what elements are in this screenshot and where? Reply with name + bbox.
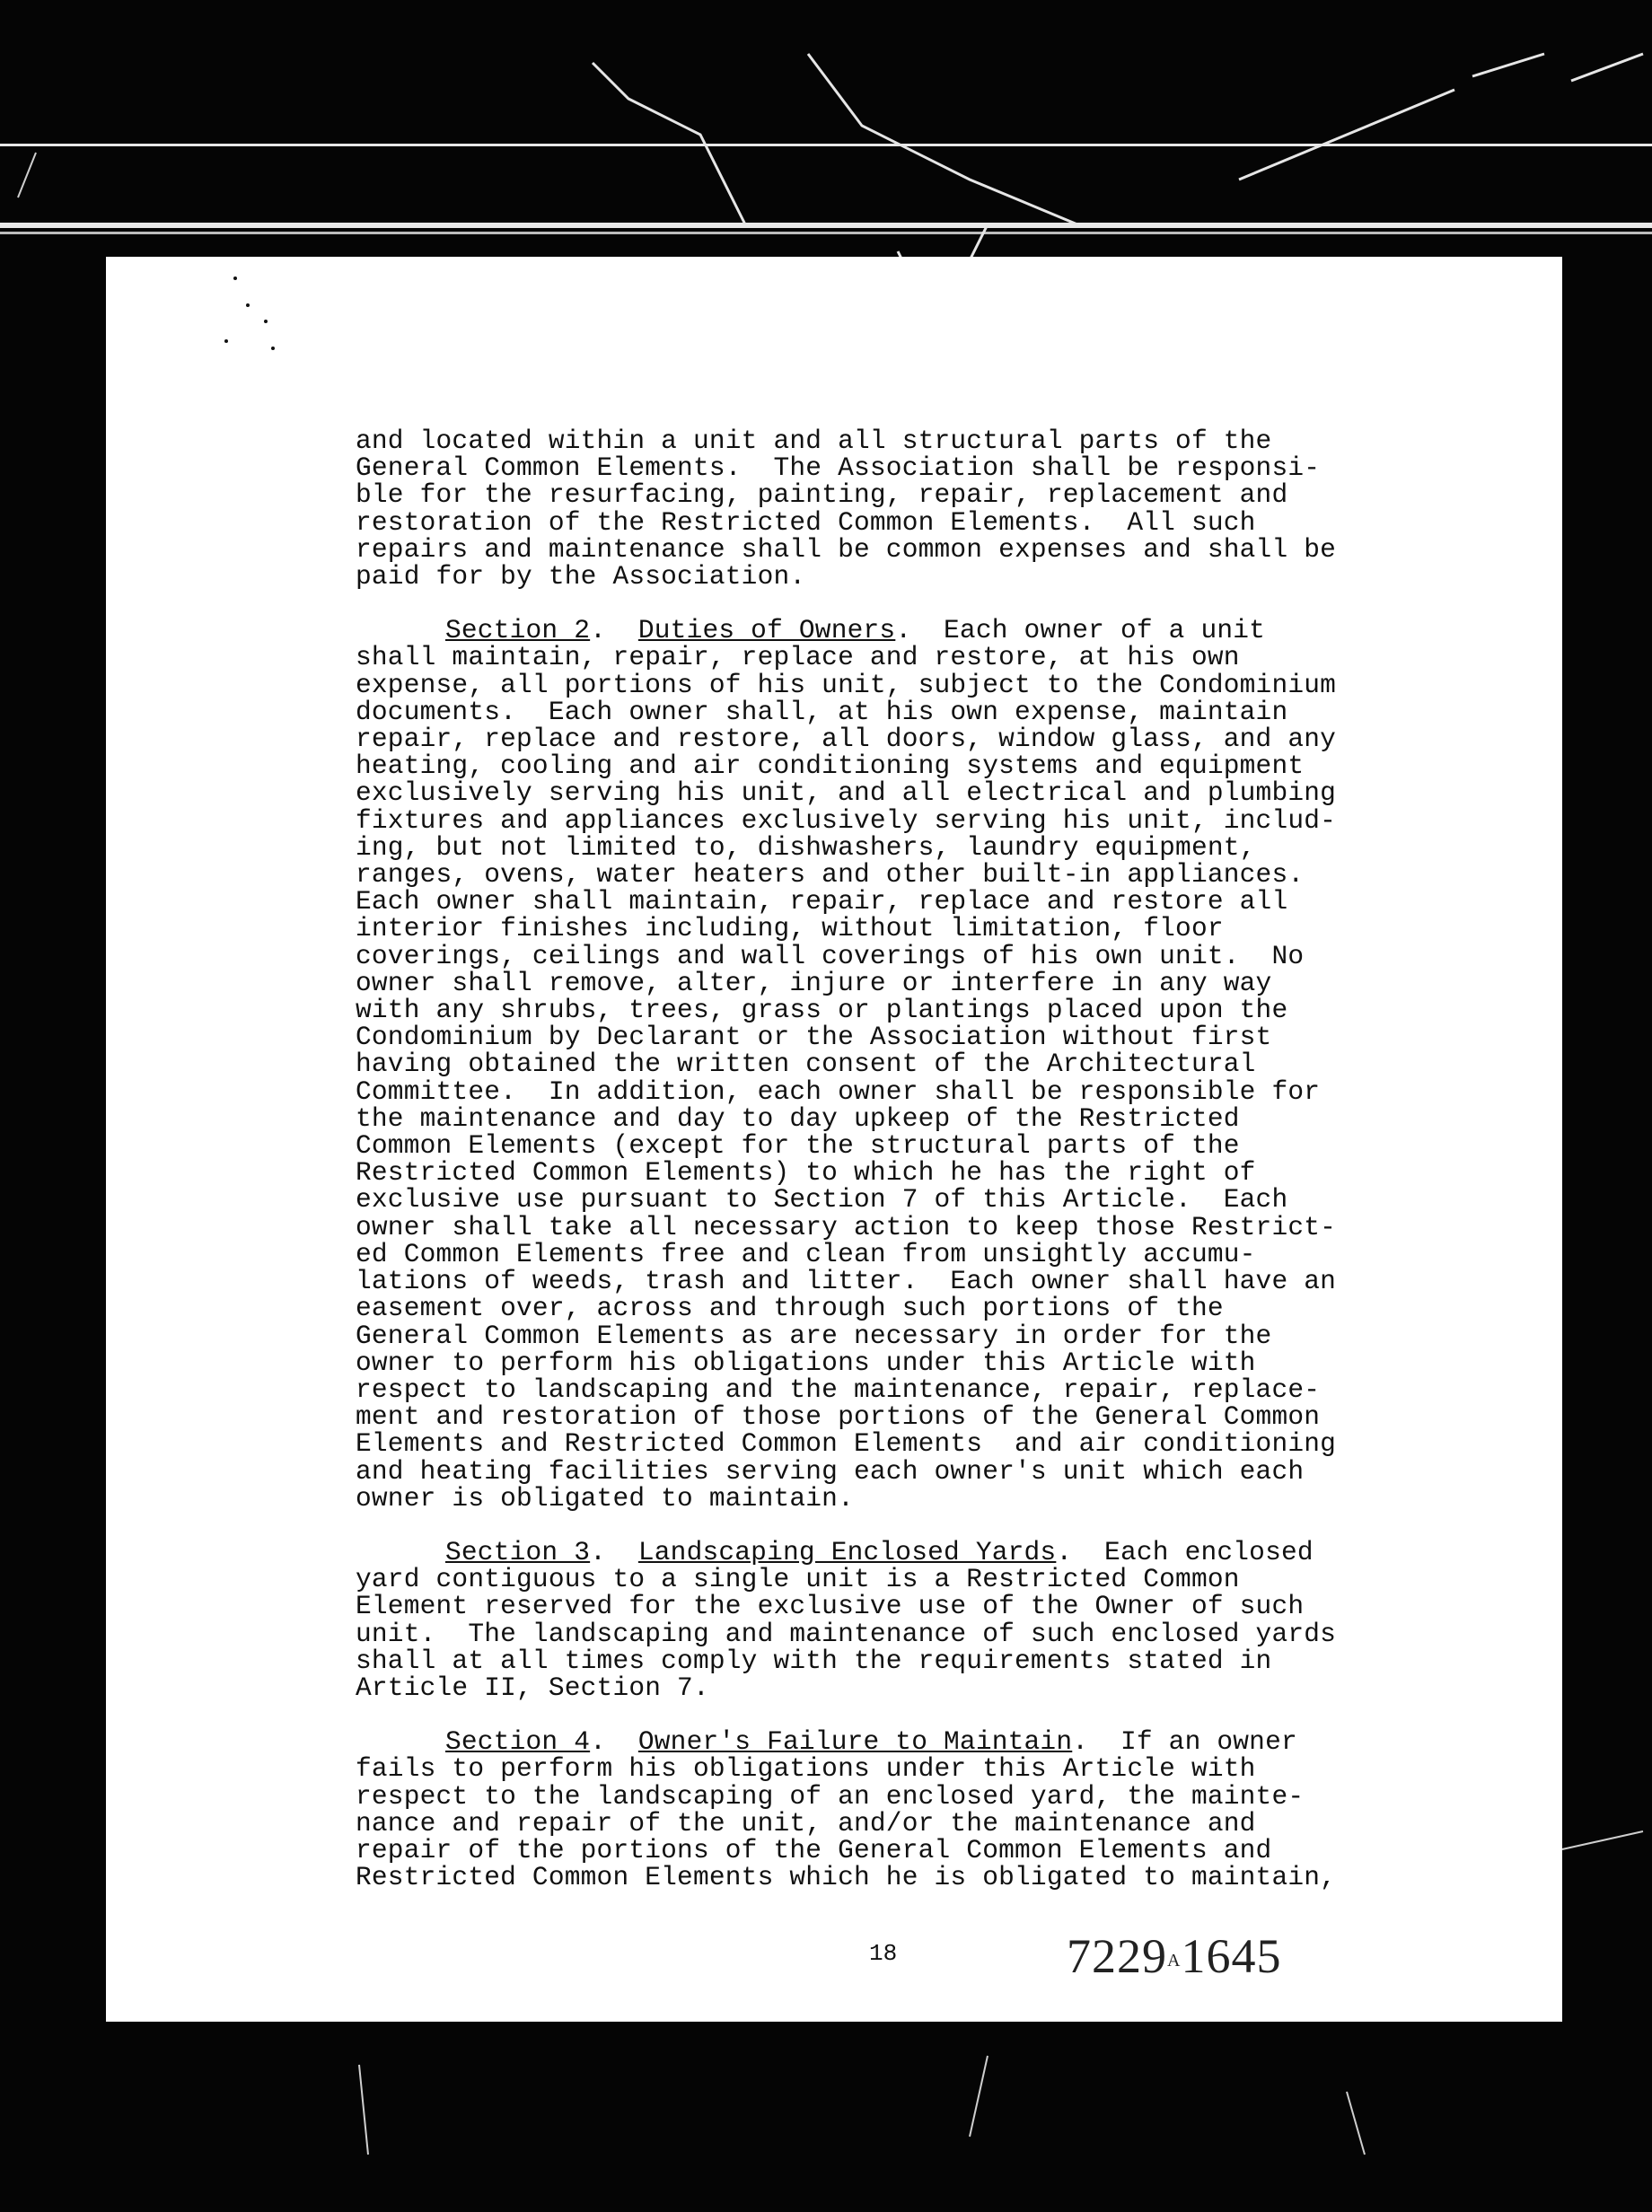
scan-speck [264,320,268,323]
stamp-book-number: 7229 [1067,1929,1167,1983]
stamp-page-number: 1645 [1181,1929,1282,1983]
page-number: 18 [869,1940,898,1967]
section-2-title: Duties of Owners [637,615,896,646]
section-3-label: Section 3 [445,1536,591,1567]
scan-speck [246,303,250,307]
section-2-label: Section 2 [445,615,591,646]
document-body [356,427,1523,1918]
section-3-paragraph: Section 3. Landscaping Enclosed Yards. Each enclosed yard contiguous to a single unit is a Restricted Common Element reserved for the exclusive use of the Owner of such unit. The landscaping and maintenance of such enclosed yards shall at all times comply with the requirements stated in Article II, Section 7. [356,1536,1337,1703]
section-2-paragraph: Section 2. Duties of Owners. Each owner of a unit shall maintain, repair, replace and restore, at his own expense, all portions of his unit, subject to the Condominium documents. Each owner shall, at his own expense, maintain repair, replace and restore, all doors, window glass, and any heating, cooling and air conditioning systems and equipment exclusively serving his unit, and all electrical and plumbing fixtures and appliances exclusively serving his unit, includ- ing, but not limited to, dishwashers, laundry equipment, ranges, ovens, water heaters and other built-in appliances. Each owner shall maintain, repair, replace and restore all interior finishes including, without limitation, floor coverings, ceilings and wall coverings of his own unit. No owner shall remove, alter, injure or interfere in any way with any shrubs, trees, grass or plantings placed upon the Condominium by Declarant or the Association without first having obtained the written consent of the Architectural Committee. In addition, each owner shall be responsible for the maintenance and day to day upkeep of the Restricted Common Elements (except for the structural parts of the Restricted Common Elements) to which he has the right of exclusive use pursuant to Section 7 of this Article. Each owner shall take all necessary action to keep those Restrict- ed Common Elements free and clean from unsightly accumu- lations of weeds, trash and litter. Each owner shall have an easement over, across and through such portions of the General Common Elements as are necessary in order for the owner to perform his obligations under this Article with respect to landscaping and the maintenance, repair, replace- ment and restoration of those portions of the General Common Elements and Restricted Common Elements and air conditioning and heating facilities serving each owner's unit which each owner is obligated to maintain. [356,615,1337,1514]
section-2-body: Each owner of a unit shall maintain, repair, replace and restore, at his own expense, all portions of his unit, subject to the Condominium documents. Each owner shall, at his own expense, maintain repair, replace and restore, all doors, window glass, and any heating, cooling and air conditioning systems and equipment exclusively serving his unit, and all electrical and plumbing fixtures and appliances exclusively serving his unit, includ- ing, but not limited to, dishwashers, laundry equipment, ranges, ovens, water heaters and other built-in appliances. Each owner shall maintain, repair, replace and restore all interior finishes including, without limitation, floor coverings, ceilings and wall coverings of his own unit. No owner shall remove, alter, injure or interfere in any way with any shrubs, trees, grass or plantings placed upon the Condominium by Declarant or the Association without first having obtained the written consent of the Architectural Committee. In addition, each owner shall be responsible for the maintenance and day to day upkeep of the Restricted Common Elements (except for the structural parts of the Restricted Common Elements) to which he has the right of exclusive use pursuant to Section 7 of this Article. Each owner shall take all necessary action to keep those Restrict- ed Common Elements free and clean from unsightly accumu- lations of weeds, trash and litter. Each owner shall have an easement over, across and through such portions of the General Common Elements as are necessary in order for the owner to perform his obligations under this Article with respect to landscaping and the maintenance, repair, replace- ment and restoration of those portions of the General Common Elements and Restricted Common Elements and air conditioning and heating facilities serving each owner's unit which each owner is obligated to maintain. [356,615,1337,1514]
section-4-body: If an owner fails to perform his obligations under this Article with respect to the landscaping of an enclosed yard, the mainte- nance and repair of the unit, and/or the maintenance and repair of the portions of the General Common Elements and Restricted Common Elements which he is obligated to maintain, [356,1726,1337,1893]
scan-speck [233,276,237,280]
document-page [106,257,1562,2022]
section-4-paragraph: Section 4. Owner's Failure to Maintain. If an owner fails to perform his obligations under this Article with respect to the landscaping of an enclosed yard, the mainte- nance and repair of the unit, and/or the maintenance and repair of the portions of the General Common Elements and Restricted Common Elements which he is obligated to maintain, [356,1726,1337,1893]
section-4-label: Section 4 [445,1726,591,1758]
section-3-title: Landscaping Enclosed Yards [637,1536,1057,1567]
stamp-separator: A [1167,1951,1182,1971]
section-3-body: Each enclosed yard contiguous to a single unit is a Restricted Common Element reserved for the exclusive use of the Owner of such unit. The landscaping and maintenance of such enclosed yards shall at all times comply with the requirements stated in Article II, Section 7. [356,1536,1337,1703]
recording-stamp [1067,1928,1281,1984]
paragraph-continuation: and located within a unit and all structural parts of the General Common Elements. The Association shall be responsi- ble for the resurfacing, painting, repair, replacement and restoration of the Restricted Common Elements. All such repairs and maintenance shall be common expenses and shall be paid for by the Association. [356,426,1337,592]
scan-speck [224,339,228,343]
scan-speck [271,347,275,350]
section-4-title: Owner's Failure to Maintain [637,1726,1073,1758]
